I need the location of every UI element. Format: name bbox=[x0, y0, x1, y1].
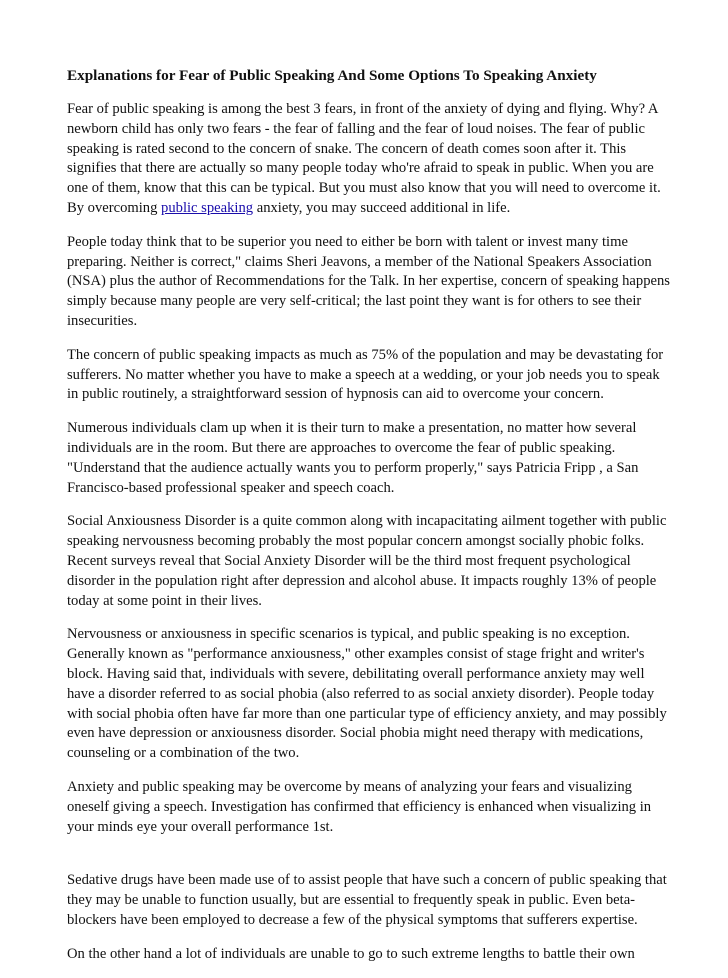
text-line: Social Anxiousness Disorder is a quite common along with incapacitating ailment together with public bbox=[67, 513, 667, 530]
text-line: speaking is rated second to the concern of snake. The concern of death comes soon after it. This bbox=[67, 140, 627, 157]
text-line: insecurities. bbox=[67, 312, 138, 329]
text-line: Francisco-based professional speaker and speech coach. bbox=[67, 479, 395, 496]
document-page bbox=[67, 66, 670, 978]
text-line: Nervousness or anxiousness in specific scenarios is typical, and public speaking is no exception. bbox=[67, 626, 630, 643]
document-title: Explanations for Fear of Public Speaking And Some Options To Speaking Anxiety bbox=[67, 67, 597, 84]
text-line: today at some point in their lives. bbox=[67, 592, 262, 609]
paragraph-7 bbox=[67, 778, 667, 837]
text-line: signifies that there are actually so many people today who're afraid to speak in public. When you are bbox=[67, 160, 654, 177]
paragraph-1 bbox=[67, 100, 667, 219]
paragraph-6 bbox=[67, 625, 667, 764]
text-line: Sedative drugs have been made use of to assist people that have such a concern of public speaking that bbox=[67, 872, 667, 889]
text-line: "Understand that the audience actually wants you to perform properly," says Patricia Fripp , a San bbox=[67, 459, 639, 476]
text-line: On the other hand a lot of individuals are unable to go to such extreme lengths to battle their own bbox=[67, 945, 635, 962]
text-line: have a disorder referred to as social phobia (also referred to as social anxiety disorder). People today bbox=[67, 685, 655, 702]
text-line: your minds eye your overall performance 1st. bbox=[67, 818, 334, 835]
text-line: individuals are in the room. But there are approaches to overcome the fear of public speaking. bbox=[67, 439, 616, 456]
text-line: with social phobia often have far more than one particular type of efficiency anxiety, and may possibly bbox=[67, 705, 667, 722]
text-line: People today think that to be superior you need to either be born with talent or invest many time bbox=[67, 233, 628, 250]
text-line: preparing. Neither is correct," claims Sheri Jeavons, a member of the National Speakers Association bbox=[67, 253, 652, 270]
text-line: in public routinely, a straightforward session of hypnosis can aid to overcome your concern. bbox=[67, 386, 604, 403]
text-line: one of them, know that this can be typical. But you must also know that you will need to overcome it. bbox=[67, 180, 661, 197]
text-line: Generally known as "performance anxiousness," other examples consist of stage fright and writer's bbox=[67, 646, 645, 663]
paragraph-3 bbox=[67, 346, 667, 405]
text-line: they may be unable to function usually, but are essential to frequently speak in public. Even beta- bbox=[67, 892, 636, 909]
text-after-link: anxiety, you may succeed additional in life. bbox=[253, 199, 511, 216]
text-line: Fear of public speaking is among the best 3 fears, in front of the anxiety of dying and flying. Why? A bbox=[67, 101, 659, 117]
text-before-link: By overcoming bbox=[67, 199, 162, 216]
text-line: newborn child has only two fears - the fear of falling and the fear of loud noises. The fear of public bbox=[67, 120, 646, 137]
text-line: simply because many people are very self-critical; the last point they want is for others to see their bbox=[67, 293, 642, 310]
text-line: blockers have been employed to decrease a few of the physical symptoms that sufferers expertise. bbox=[67, 911, 638, 928]
text-line: The concern of public speaking impacts as much as 75% of the population and may be devastating for bbox=[67, 346, 664, 363]
text-line: disorder in the population right after depression and alcohol abuse. It impacts roughly 13% of people bbox=[67, 572, 657, 589]
text-line: counseling or a combination of the two. bbox=[67, 745, 300, 762]
paragraph-2 bbox=[67, 233, 670, 332]
paragraph-8 bbox=[67, 871, 667, 930]
text-line: even have depression or anxiousness disorder. Social phobia might need therapy with medications, bbox=[67, 725, 644, 742]
text-line: Numerous individuals clam up when it is their turn to make a presentation, no matter how several bbox=[67, 420, 637, 437]
text-line: Recent surveys reveal that Social Anxiety Disorder will be the third most frequent psychological bbox=[67, 552, 631, 569]
paragraph-5 bbox=[67, 512, 667, 611]
text-line: oneself giving a speech. Investigation has confirmed that efficiency is enhanced when visualizing in bbox=[67, 798, 652, 815]
text-line-with-link bbox=[67, 199, 667, 219]
paragraph-9 bbox=[67, 945, 667, 965]
text-line: speaking nervousness becoming probably the most popular concern amongst socially phobic folks. bbox=[67, 533, 645, 550]
text-line: (NSA) plus the author of Recommendations for the Talk. In her expertise, concern of speaking happens bbox=[67, 273, 670, 290]
text-line: block. Having said that, individuals with severe, debilitating overall performance anxiety may well bbox=[67, 665, 645, 682]
text-line: sufferers. No matter whether you have to make a speech at a wedding, or your job needs you to speak bbox=[67, 366, 660, 383]
paragraph-4 bbox=[67, 419, 667, 498]
public-speaking-link[interactable]: public speaking bbox=[161, 199, 254, 216]
text-line: Anxiety and public speaking may be overcome by means of analyzing your fears and visualizing bbox=[67, 778, 632, 795]
